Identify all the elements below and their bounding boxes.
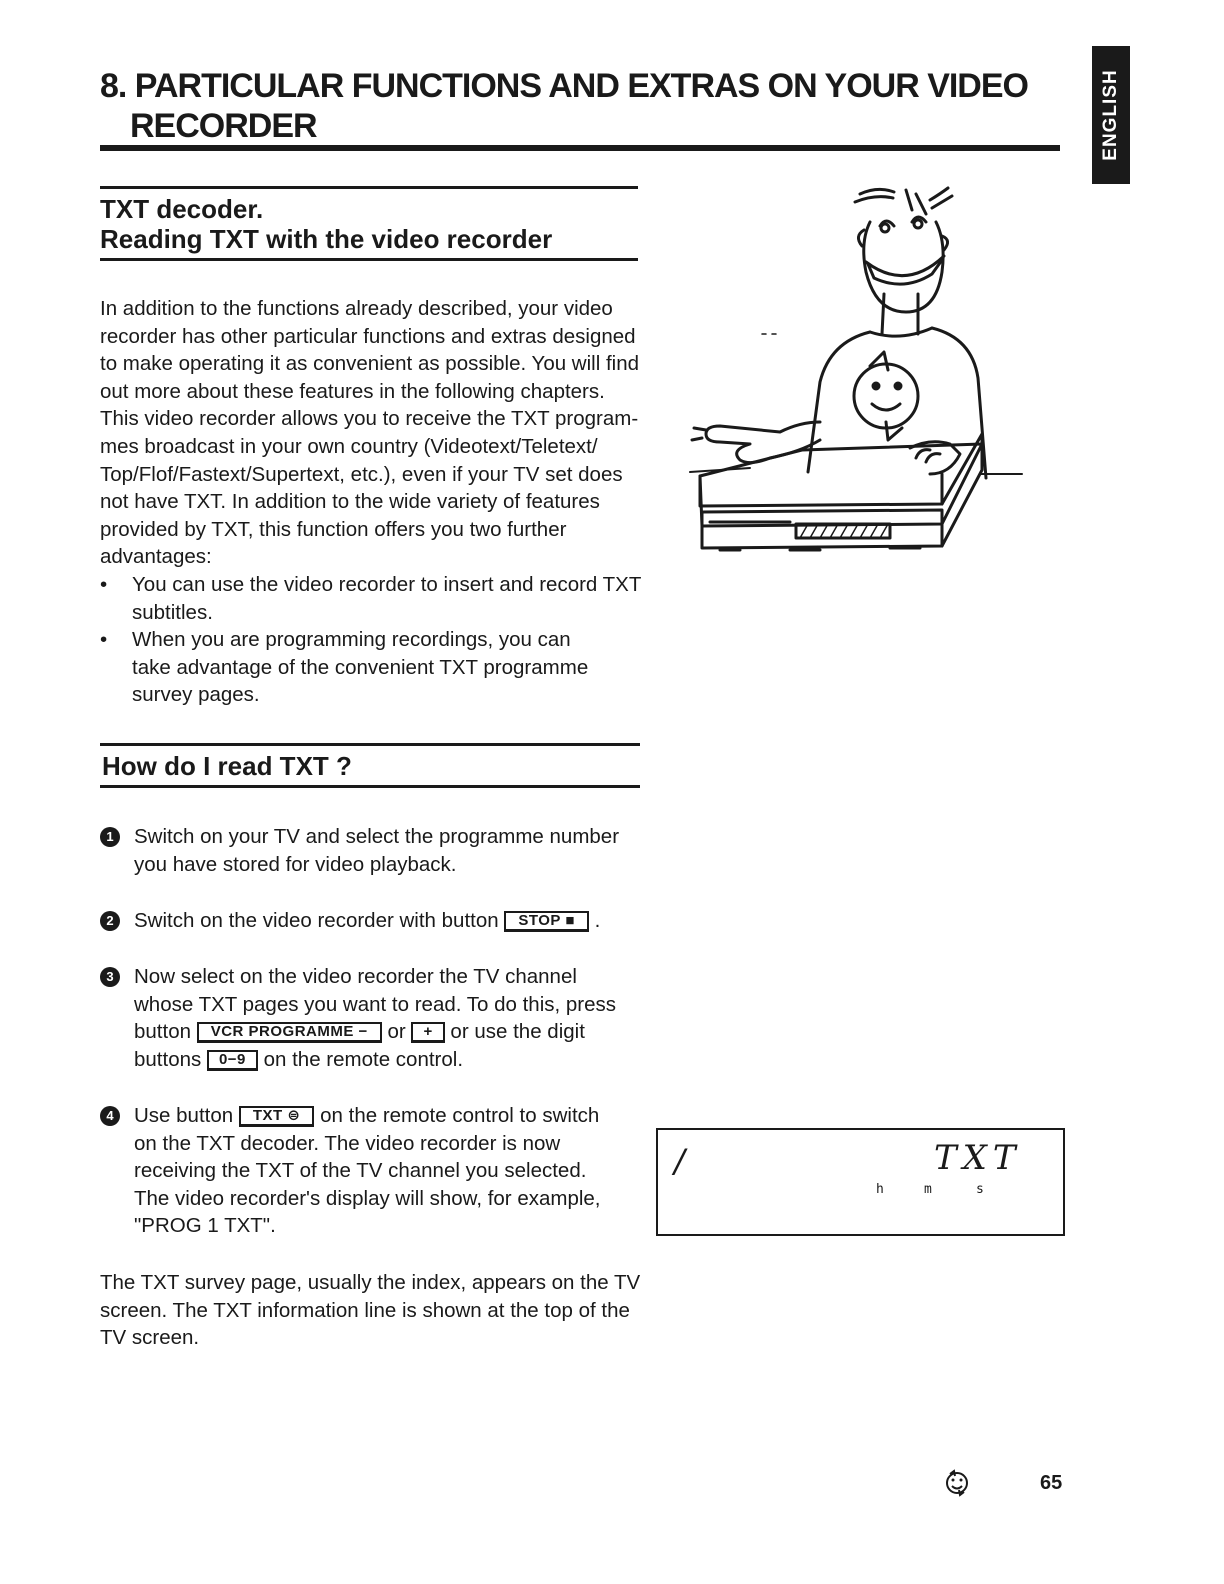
page-title-line1: 8. PARTICULAR FUNCTIONS AND EXTRAS ON YOUR VIDEO <box>100 67 1028 105</box>
step-number-3: 3 <box>100 967 120 987</box>
language-tab-label: ENGLISH <box>1100 69 1121 161</box>
step-text: Switch on the video recorder with button <box>134 909 499 932</box>
section-rule-bottom <box>100 785 640 788</box>
step-2 <box>100 907 640 935</box>
advantages-list <box>100 571 645 709</box>
step-number-4: 4 <box>100 1106 120 1126</box>
vcr-programme-minus-key: VCR PROGRAMME − <box>197 1022 382 1043</box>
stop-button-key: STOP ■ <box>504 911 589 932</box>
step-1 <box>100 823 640 878</box>
step-line: Now select on the video recorder the TV channel <box>134 965 577 988</box>
step-number-1: 1 <box>100 827 120 847</box>
txt-button-key: TXT ⊜ <box>239 1106 315 1127</box>
intro-paragraph <box>100 295 645 709</box>
step-line <box>134 1046 640 1074</box>
vcr-display-panel <box>656 1128 1065 1236</box>
step-number-2: 2 <box>100 911 120 931</box>
step-text: or use the digit <box>450 1020 585 1044</box>
paragraph-line: screen. The TXT information line is shown at the top of the <box>100 1298 630 1322</box>
section-title-line1: TXT decoder. <box>100 194 264 224</box>
paragraph-line: advantages: <box>100 545 212 569</box>
step-text: on the remote control to switch <box>320 1104 600 1127</box>
list-item: • When you are programming recordings, you can take advantage of the convenient TXT programme survey pages. <box>100 626 612 709</box>
paragraph-line: In addition to the functions already described, your video <box>100 297 613 320</box>
paragraph-line: TV screen. <box>100 1326 200 1350</box>
display-unit-seconds: s <box>976 1182 984 1197</box>
step-3 <box>100 963 640 1073</box>
paragraph-line: recorder has other particular functions and extras designed <box>100 324 636 348</box>
step-4 <box>100 1102 640 1240</box>
digit-keys: 0−9 <box>207 1050 258 1071</box>
step-line: receiving the TXT of the TV channel you selected. <box>134 1159 587 1183</box>
step-line: Switch on your TV and select the programme number <box>134 825 620 848</box>
step-text: . <box>594 909 601 932</box>
step-line <box>134 907 640 935</box>
page-title <box>100 66 1060 146</box>
step-line: whose TXT pages you want to read. To do this, press <box>134 992 617 1016</box>
section-rule-bottom <box>100 258 638 261</box>
step-line: you have stored for video playback. <box>134 852 457 876</box>
paragraph-line: not have TXT. In addition to the wide variety of features <box>100 490 600 514</box>
smiley-arrows-icon <box>942 1468 972 1498</box>
title-underline <box>100 145 1060 151</box>
list-item: • You can use the video recorder to insert and record TXT subtitles. <box>100 571 642 626</box>
step-line: "PROG 1 TXT". <box>134 1214 276 1238</box>
section-title-txt-decoder <box>100 194 552 254</box>
page-title-line2: RECORDER <box>130 107 317 145</box>
closing-paragraph <box>100 1269 645 1352</box>
section-rule-top <box>100 186 638 189</box>
paragraph-line: out more about these features in the following chapters. <box>100 379 605 403</box>
step-line <box>134 1102 640 1130</box>
step-text: or <box>387 1020 406 1044</box>
step-text: Use button <box>134 1104 234 1127</box>
section-title-line2: Reading TXT with the video recorder <box>100 224 553 254</box>
step-line: The video recorder's display will show, for example, <box>134 1186 601 1210</box>
section-title-how-to: How do I read TXT ? <box>102 751 352 781</box>
paragraph-line: This video recorder allows you to receive the TXT program- <box>100 407 639 431</box>
display-unit-minutes: m <box>924 1182 932 1197</box>
display-txt-text: TXT <box>934 1138 1022 1178</box>
step-text: button <box>134 1020 191 1044</box>
step-line <box>134 1018 640 1046</box>
page-number: 65 <box>1040 1472 1063 1494</box>
step-line: on the TXT decoder. The video recorder is now <box>134 1131 561 1155</box>
paragraph-line: Top/Flof/Fastext/Supertext, etc.), even if your TV set does <box>100 462 623 486</box>
step-text: buttons <box>134 1047 202 1071</box>
display-unit-hours: h <box>876 1182 884 1197</box>
paragraph-line: provided by TXT, this function offers you two further <box>100 517 567 541</box>
display-slash: / <box>674 1142 685 1180</box>
paragraph-line: to make operating it as convenient as possible. You will find <box>100 352 640 376</box>
plus-key: + <box>411 1022 444 1043</box>
section-rule-top <box>100 743 640 746</box>
paragraph-line: mes broadcast in your own country (Videotext/Teletext/ <box>100 434 598 458</box>
paragraph-line: The TXT survey page, usually the index, appears on the TV <box>100 1271 641 1294</box>
cartoon-man-with-video-recorder-illustration <box>680 182 1030 572</box>
step-text: on the remote control. <box>263 1047 464 1071</box>
language-tab <box>1092 46 1130 184</box>
